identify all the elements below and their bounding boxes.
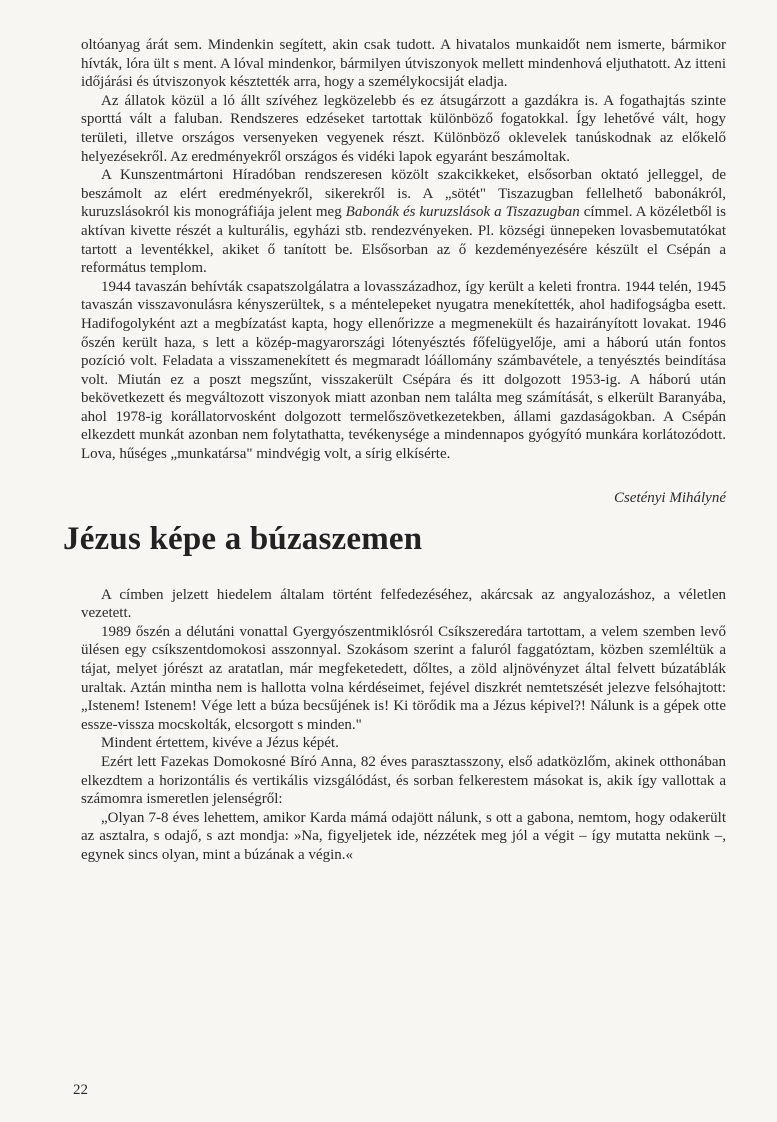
article1-paragraph-3-part-b: címmel. A közéletből is aktívan kivette részét a kulturális, egyházi stb. rendezvényeken. Pl. községi ünnepeken lovasbemutatókat tartott a leventékkel, akiket ő tanított be. Elsősorban az ő kezdeményezésére készült el Csépán a református templom. — [81, 204, 726, 277]
article2-paragraph-1: A címben jelzett hiedelem általam történt felfedezéséhez, akárcsak az angyalozáshoz, a véletlen vezetett. — [81, 586, 726, 622]
article2-paragraph-3: Mindent értettem, kivéve a Jézus képét. — [101, 735, 339, 752]
page-number: 22 — [73, 1082, 88, 1098]
article1-paragraph-1: oltóanyag árát sem. Mindenkin segített, akin csak tudott. A hivatalos munkaidőt nem ismerte, bármikor hívták, lóra ült s ment. A lóval mindenkor, bármilyen útviszonyok mellett mindenhová eljuthatott. Az itteni időjárási és útviszonyok késztették arra, hogy a személykocsiját eladja. — [81, 37, 726, 91]
article2-paragraph-5: „Olyan 7-8 éves lehettem, amikor Karda mámá odajött nálunk, s ott a gabona, nemtom, hogy odakerült az asztalra, s odajő, s azt mondja: »Na, figyeljetek ide, nézzétek meg jól a végit – így mutatta nekünk –, egynek sincs olyan, mint a búzának a végin.« — [81, 809, 726, 863]
article1-paragraph-2: Az állatok közül a ló állt szívéhez legközelebb és ez átsugárzott a gazdákra is. A fogathajtás szinte sporttá vált a faluban. Rendszeres edzéseket tartottak különböző fogatokkal. Így lehetővé vált, hogy területi, illetve országos versenyeken vegyenek részt. Különböző oklevelek tanúskodnak az előkelő helyezésekről. Az eredményekről országos és vidéki lapok egyaránt beszámoltak. — [81, 92, 726, 165]
book-title: Babonák és kuruzslások a Tiszazugban — [345, 204, 580, 221]
article1-paragraph-3 — [81, 166, 726, 278]
article-title: Jézus képe a búzaszemen — [63, 520, 423, 557]
author-signature: Csetényi Mihályné — [613, 489, 726, 506]
article1-paragraph-3-part-a: A Kunszentmártoni Híradóban rendszeresen közölt szakcikkeket, elsősorban oktató jelleggel, de beszámolt az elért eredményekről, sikerekről is. A „sötét" Tiszazugban fellelhető babonákról, kuruzslásokról kis monográfiája jelent meg — [81, 167, 726, 221]
page-content — [63, 36, 726, 865]
article1-paragraph-4: 1944 tavaszán behívták csapatszolgálatra a lovasszázadhoz, így került a keleti frontra. 1944 telén, 1945 tavaszán visszavonulásra kényszerültek, s a méntelepeket nyugatra menekítették, ahol hadifogságba esett. Hadifogolyként azt a megbízatást kapta, hogy ellenőrizze a megmenekült és hazairányított lovakat. 1946 őszén került haza, s lett a közép-magyarországi lótenyésztés főfelügyelője, ami a háború után fontos pozíció volt. Feladata a visszamenekített és megmaradt lóállomány számbavétele, a tenyésztés beindítása volt. Miután ez a poszt megszűnt, visszakerült Csépára és itt dolgozott 1953-ig. A háború után bekövetkezett és megváltozott viszonyok miatt azonban nem találta meg számítását, s elkerült Baranyába, ahol 1978-ig korállatorvosként dolgozott termelőszövetkezetekben, állami gazdaságokban. A Csépán elkezdett munkát azonban nem folytathatta, tevékenysége a mindennapos gyógyító munkára korlátozódott. Lova, hűséges „munkatársa" mindvégig volt, a sírig elkísérte. — [81, 278, 726, 463]
article2-paragraph-4: Ezért lett Fazekas Domokosné Bíró Anna, 82 éves parasztasszony, első adatközlőm, akinek otthonában elkezdtem a horizontális és vertikális vizsgálódást, és sorban felkerestem másokat is, akik így vallottak a számomra ismeretlen jelenségről: — [81, 754, 726, 808]
article2-paragraph-2: 1989 őszén a délutáni vonattal Gyergyószentmiklósról Csíkszeredára tartottam, a velem szemben levő ülésen egy csíkszentdomokosi asszonnyal. Szokásom szerint a faluról faggatóztam, közben szemléltük a tájat, melyet jórészt az aratatlan, már megfeketedett, dőltes, a zöld aljnövényzet által felvett búzatáblák uraltak. Aztán mintha nem is hallotta volna kérdéseimet, fejével diszkrét nemtetszését jelezve felsóhajtott: „Istenem! Istenem! Vége lett a búza becsűjének is! Ki törődik ma a Jézus képivel?! Nálunk is a gépek otte essze-vissza mocskolták, elcsorgott s minden." — [81, 623, 726, 733]
